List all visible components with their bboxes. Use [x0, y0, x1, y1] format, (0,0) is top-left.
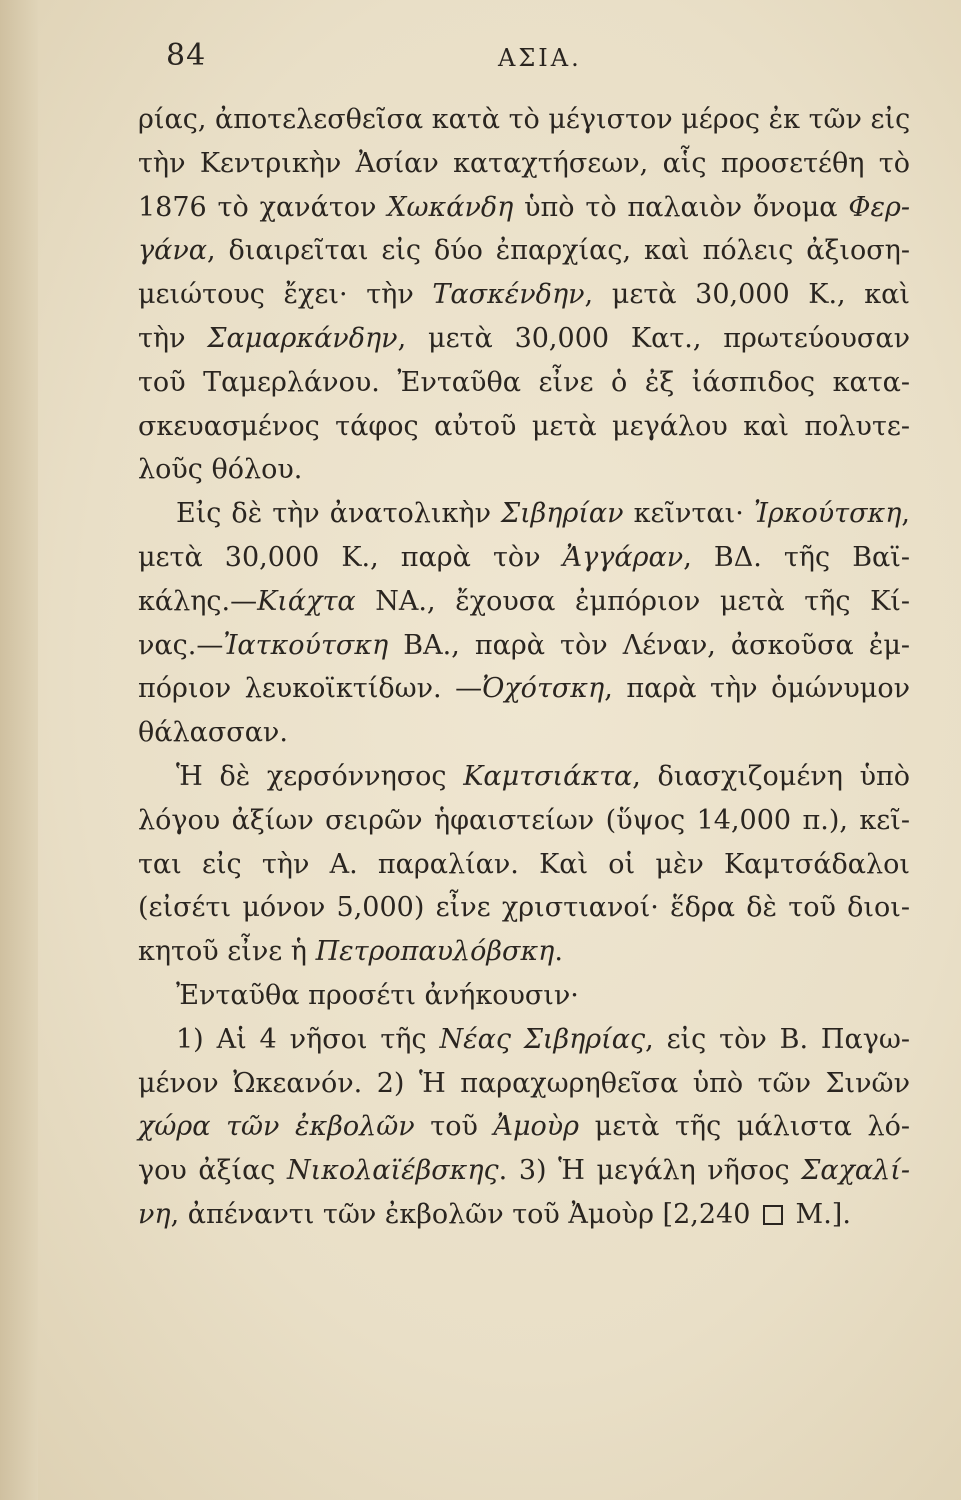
italic-place-name: Ἰατκούτσκη — [223, 629, 389, 661]
page-header — [0, 38, 961, 88]
text-line-4: γάνα, διαιρεῖται εἰς δύο ἐπαρχίας, καὶ πόλεις ἀξιοση- — [138, 235, 910, 267]
page-gutter — [0, 0, 38, 1500]
running-head: ΑΣΙΑ. — [498, 44, 582, 72]
text-line-8: σκευασμένος τάφος αὐτοῦ μετὰ μεγάλου καὶ πολυτε- — [138, 410, 910, 442]
text-line-23: μένον Ὠκεανόν. 2) Ἡ παραχωρηθεῖσα ὑπὸ τῶν Σινῶν — [138, 1067, 910, 1099]
square-symbol-icon — [763, 1205, 783, 1225]
italic-place-name: Τασκένδην — [432, 279, 585, 311]
text-line-25: γου ἀξίας Νικολαϊέβσκης. 3) Ἡ μεγάλη νῆσος Σαχαλί- — [138, 1155, 910, 1187]
text-line-26: νη, ἀπέναντι τῶν ἐκβολῶν τοῦ Ἀμοὺρ [2,240 Μ.]. — [138, 1198, 851, 1230]
text-line-17: λόγου ἀξίων σειρῶν ἡφαιστείων (ὕψος 14,000 π.), κεῖ- — [138, 804, 910, 836]
text-line-18: ται εἰς τὴν Α. παραλίαν. Καὶ οἱ μὲν Καμτσάδαλοι — [138, 848, 910, 880]
italic-place-name: νη — [138, 1198, 171, 1230]
italic-place-name: Φερ- — [848, 191, 910, 223]
text-line-2: τὴν Κεντρικὴν Ἀσίαν καταχτήσεων, αἷς προσετέθη τὸ — [138, 147, 910, 179]
text-line-7: τοῦ Ταμερλάνου. Ἐνταῦθα εἶνε ὁ ἐξ ἰάσπιδος κατα- — [138, 366, 910, 398]
text-line-16: Ἡ δὲ χερσόννησος Καμτσιάκτα, διασχιζομένη ὑπὸ — [176, 760, 911, 792]
text-line-11: μετὰ 30,000 Κ., παρὰ τὸν Ἀγγάραν, ΒΔ. τῆς Βαϊ- — [138, 541, 910, 573]
text-line-9: λοῦς θόλου. — [138, 454, 303, 486]
text-line-10: Εἰς δὲ τὴν ἀνατολικὴν Σιβηρίαν κεῖνται· Ἰρκούτσκη, — [176, 498, 910, 530]
italic-place-name: γάνα — [138, 235, 208, 267]
italic-place-name: Νέας Σιβηρίας — [439, 1023, 646, 1055]
italic-place-name: Ἀγγάραν — [562, 541, 684, 573]
text-line-21: Ἐνταῦθα προσέτι ἀνήκουσιν· — [176, 979, 579, 1011]
italic-place-name: Νικολαϊέβσκης — [287, 1155, 499, 1187]
italic-place-name: Κιάχτα — [257, 585, 356, 617]
italic-place-name: Ἰρκούτσκη — [753, 498, 902, 530]
text-line-22: 1) Αἱ 4 νῆσοι τῆς Νέας Σιβηρίας, εἰς τὸν Β. Παγω- — [176, 1023, 910, 1055]
italic-place-name: Σιβηρίαν — [501, 498, 624, 530]
text-line-12: κάλης.—Κιάχτα ΝΑ., ἔχουσα ἐμπόριον μετὰ τῆς Κί- — [138, 585, 910, 617]
italic-place-name: Πετροπαυλόβσκη — [315, 936, 555, 968]
text-line-15: θάλασσαν. — [138, 717, 288, 749]
italic-place-name: Ἀμοὺρ — [493, 1111, 580, 1143]
italic-place-name: Καμτσιάκτα — [463, 760, 633, 792]
body-text — [138, 98, 910, 1237]
text-line-19: (εἰσέτι μόνον 5,000) εἶνε χριστιανοί· ἕδρα δὲ τοῦ διοι- — [138, 892, 910, 924]
text-line-3: 1876 τὸ χανάτον Χωκάνδη ὑπὸ τὸ παλαιὸν ὄνομα Φερ- — [138, 191, 910, 223]
italic-place-name: Σαχαλί- — [801, 1155, 910, 1187]
text-line-13: νας.—Ἰατκούτσκη ΒΑ., παρὰ τὸν Λέναν, ἀσκοῦσα ἐμ- — [138, 629, 910, 661]
italic-place-name: Σαμαρκάνδην — [207, 322, 398, 354]
text-line-14: πόριον λευκοϊκτίδων. —Ὀχότσκη, παρὰ τὴν ὁμώνυμον — [138, 673, 910, 705]
italic-place-name: Χωκάνδη — [387, 191, 514, 223]
text-line-20: κητοῦ εἶνε ἡ Πετροπαυλόβσκη. — [138, 936, 563, 968]
text-line-1: ρίας, ἀποτελεσθεῖσα κατὰ τὸ μέγιστον μέρος ἐκ τῶν εἰς — [138, 104, 911, 135]
page-number: 84 — [166, 38, 207, 73]
italic-place-name: χώρα τῶν ἐκβολῶν — [138, 1111, 415, 1143]
text-line-6: τὴν Σαμαρκάνδην, μετὰ 30,000 Κατ., πρωτεύουσαν — [138, 322, 910, 354]
text-line-5: μειώτους ἔχει· τὴν Τασκένδην, μετὰ 30,000 Κ., καὶ — [138, 279, 910, 311]
italic-place-name: Ὀχότσκη — [482, 673, 605, 705]
text-line-24: χώρα τῶν ἐκβολῶν τοῦ Ἀμοὺρ μετὰ τῆς μάλιστα λό- — [138, 1111, 910, 1143]
